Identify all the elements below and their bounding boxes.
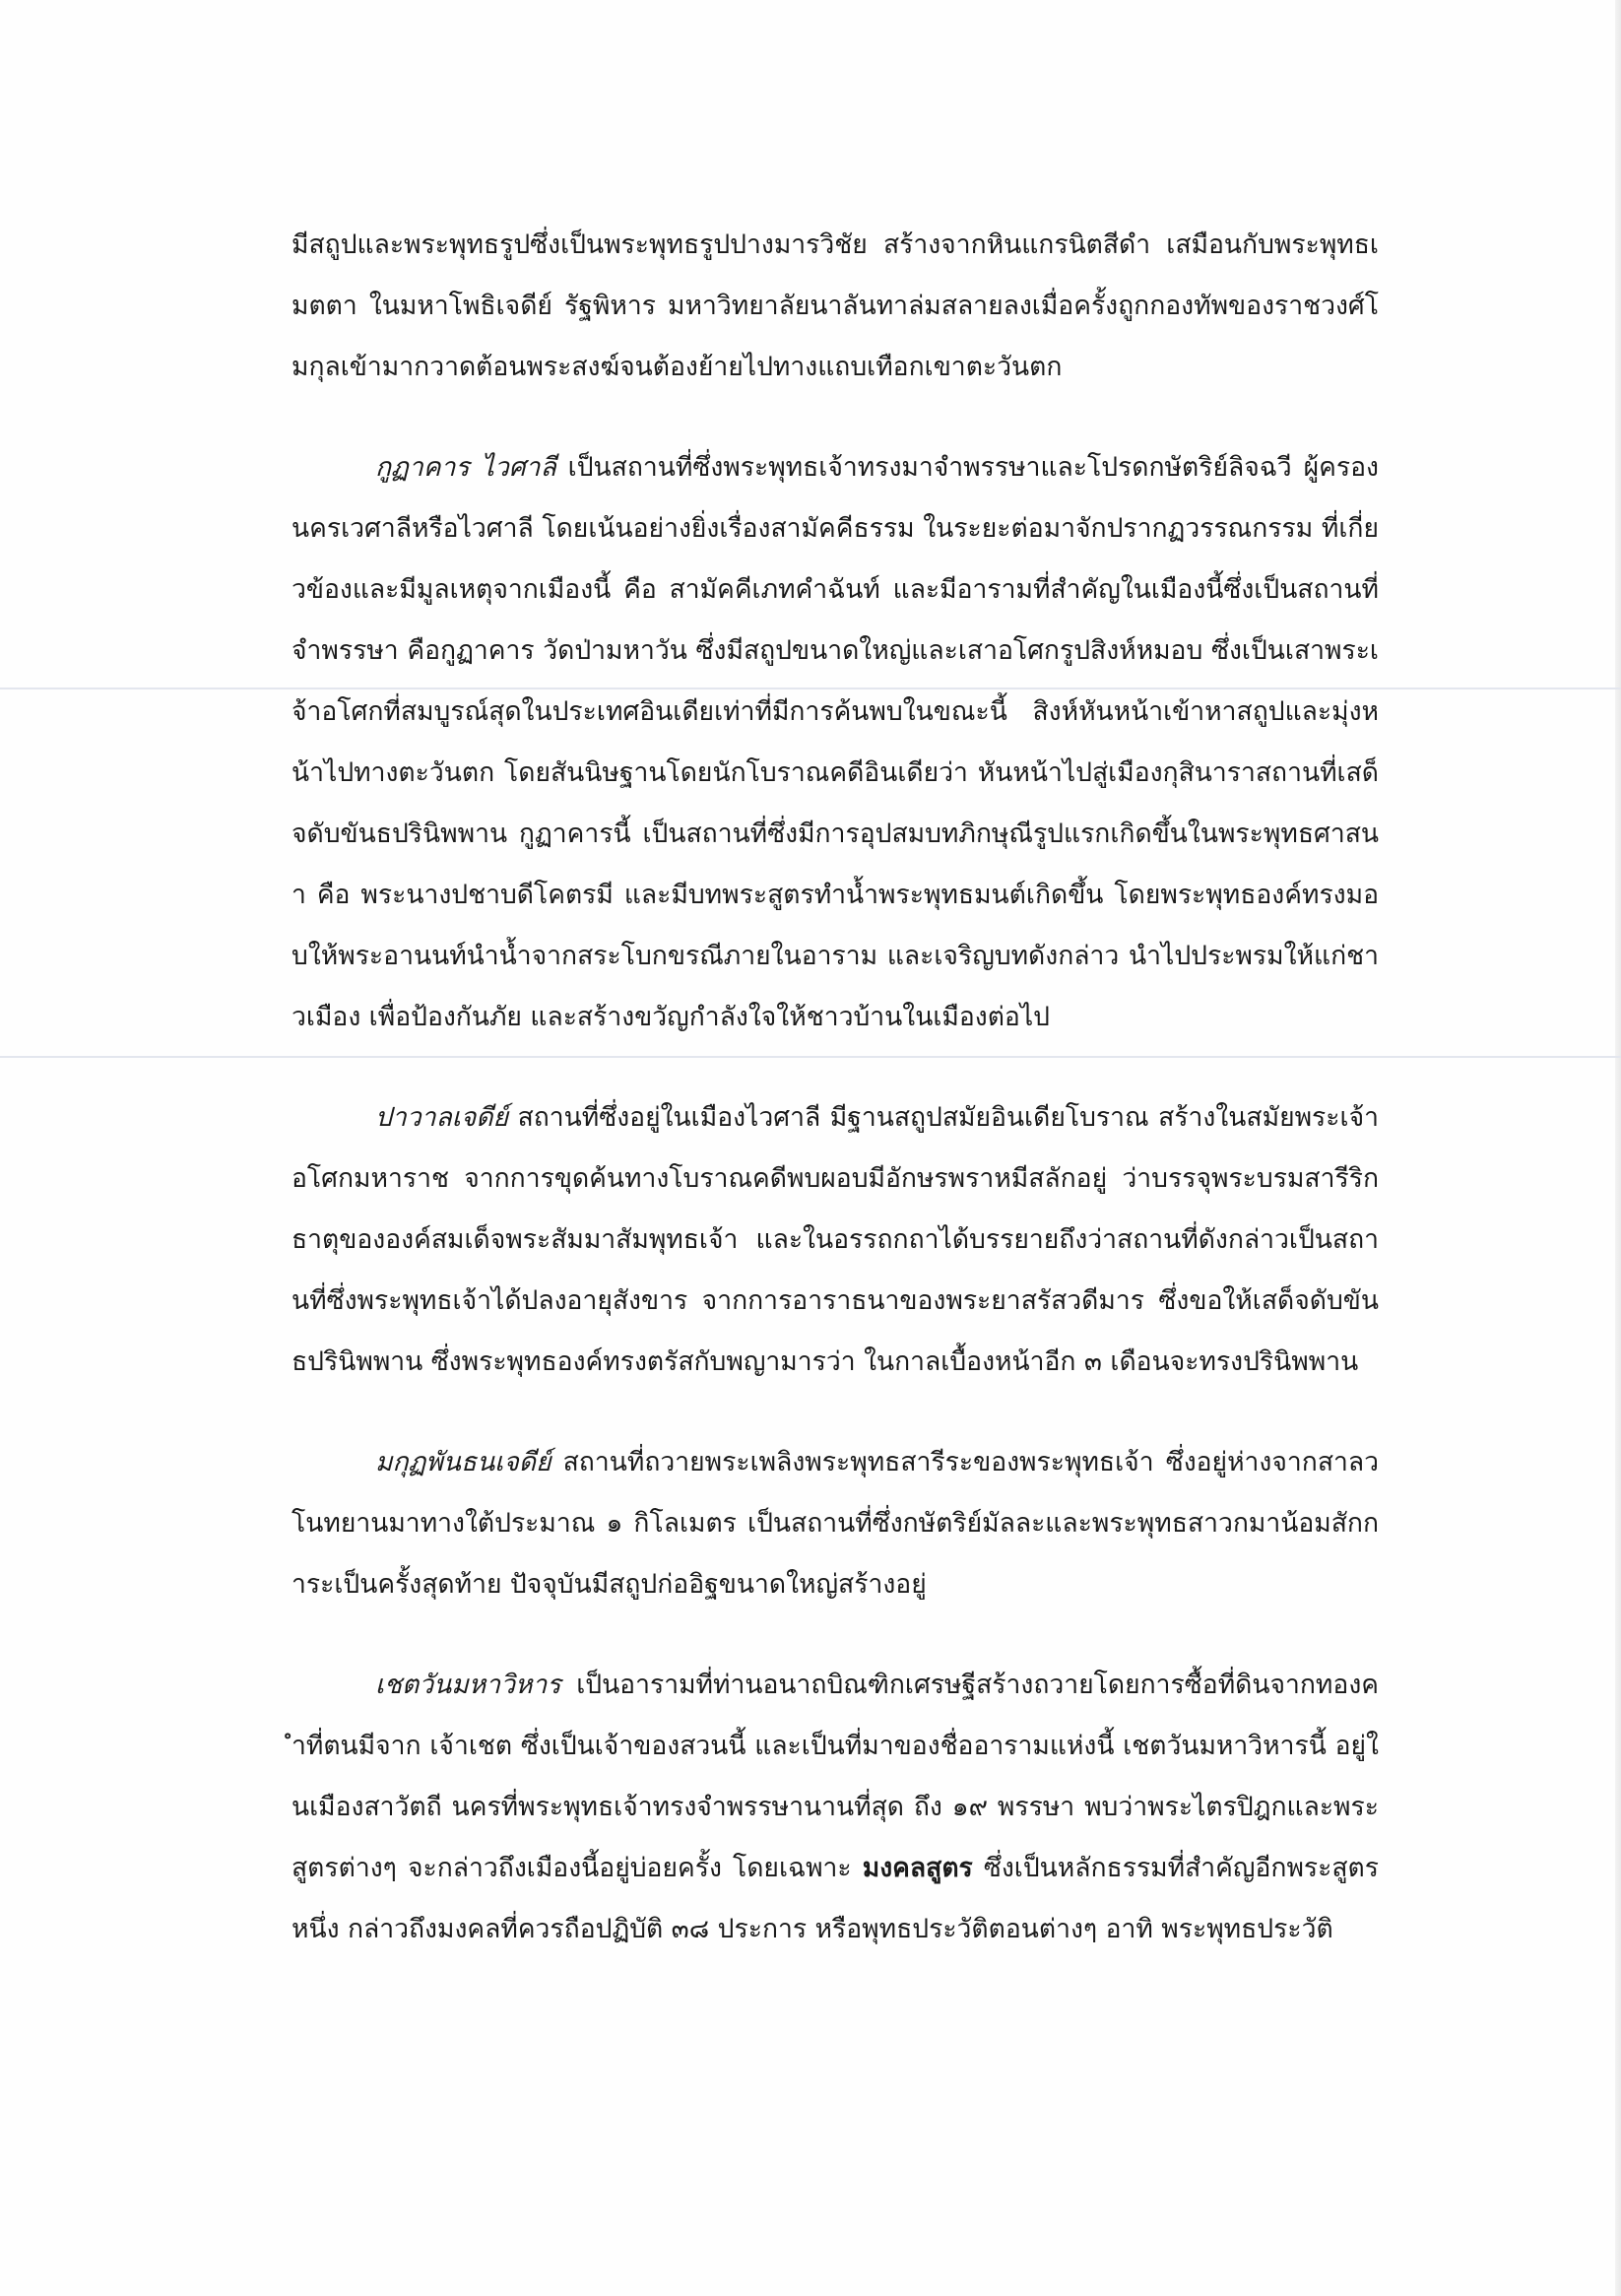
paragraph-makutabandhana-chedi	[292, 1432, 1379, 1615]
place-term: ปาวาลเจดีย์	[375, 1102, 509, 1133]
sutta-name-bold: มงคลสูตร	[862, 1853, 973, 1883]
page-edge-shadow	[1615, 0, 1621, 2296]
paragraph-text: สถานที่ถวายพระเพลิงพระพุทธสารีระของพระพุทธเจ้า ซึ่งอยู่ห่างจากสาลวโนทยานมาทางใต้ประมาณ ๑ กิโลเมตร เป็นสถานที่ซึ่งกษัตริย์มัลละและพระพุทธสาวกมาน้อมสักการะเป็นครั้งสุดท้าย ปัจจุบันมีสถูปก่ออิฐขนาดใหญ่สร้างอยู่	[292, 1447, 1379, 1600]
paragraph-text: เป็นสถานที่ซึ่งพระพุทธเจ้าทรงมาจำพรรษาและโปรดกษัตริย์ลิจฉวี ผู้ครองนครเวศาลีหรือไวศาลี โดยเน้นอย่างยิ่งเรื่องสามัคคีธรรม ในระยะต่อมาจักปรากฏวรรณกรรม ที่เกี่ยวข้องและมีมูลเหตุจากเมืองนี้ คือ สามัคคีเภทคำฉันท์ และมีอารามที่สำคัญในเมืองนี้ซึ่งเป็นสถานที่จำพรรษา คือกูฏาคาร วัดป่ามหาวัน ซึ่งมีสถูปขนาดใหญ่และเสาอโศกรูปสิงห์หมอบ ซึ่งเป็นเสาพระเจ้าอโศกที่สมบูรณ์สุดในประเทศอินเดียเท่าที่มีการค้นพบในขณะนี้ สิงห์หันหน้าเข้าหาสถูปและมุ่งหน้าไปทางตะวันตก โดยสันนิษฐานโดยนักโบราณคดีอินเดียว่า หันหน้าไปสู่เมืองกุสินาราสถานที่เสด็จดับขันธปรินิพพาน กูฏาคารนี้ เป็นสถานที่ซึ่งมีการอุปสมบทภิกษุณีรูปแรกเกิดขึ้นในพระพุทธศาสนา คือ พระนางปชาบดีโคตรมี และมีบทพระสูตรทำน้ำพระพุทธมนต์เกิดขึ้น โดยพระพุทธองค์ทรงมอบให้พระอานนท์นำน้ำจากสระโบกขรณีภายในอาราม และเจริญบทดังกล่าว นำไปประพรมให้แก่ชาวเมือง เพื่อป้องกันภัย และสร้างขวัญกำลังใจให้ชาวบ้านในเมืองต่อไป	[292, 452, 1379, 1032]
place-term: มกุฏพันธนเจดีย์	[375, 1447, 551, 1477]
paragraph-jetavana	[292, 1655, 1379, 1960]
paragraph-kutagara-vaishali	[292, 437, 1379, 1048]
document-body	[292, 215, 1379, 2000]
paragraph-text: สถานที่ซึ่งอยู่ในเมืองไวศาลี มีฐานสถูปสมัยอินเดียโบราณ สร้างในสมัยพระเจ้าอโศกมหาราช จากการขุดค้นทางโบราณคดีพบผอบมีอักษรพราหมีสลักอยู่ ว่าบรรจุพระบรมสารีริกธาตุขององค์สมเด็จพระสัมมาสัมพุทธเจ้า และในอรรถกถาได้บรรยายถึงว่าสถานที่ดังกล่าวเป็นสถานที่ซึ่งพระพุทธเจ้าได้ปลงอายุสังขาร จากการอาราธนาของพระยาสรัสวดีมาร ซึ่งขอให้เสด็จดับขันธปรินิพพาน ซึ่งพระพุทธองค์ทรงตรัสกับพญามารว่า ในกาลเบื้องหน้าอีก ๓ เดือนจะทรงปรินิพพาน	[292, 1102, 1379, 1377]
place-term: กูฏาคาร ไวศาลี	[375, 452, 556, 483]
paragraph-text: เป็นอารามที่ท่านอนาถบิณฑิกเศรษฐีสร้างถวายโดยการซื้อที่ดินจากทองคำที่ตนมีจาก เจ้าเชต ซึ่งเป็นเจ้าของสวนนี้ และเป็นที่มาของชื่ออารามแห่งนี้ เชตวันมหาวิหารนี้ อยู่ในเมืองสาวัตถี นครที่พระพุทธเจ้าทรงจำพรรษานานที่สุด ถึง ๑๙ พรรษา พบว่าพระไตรปิฎกและพระสูตรต่างๆ จะกล่าวถึงเมืองนี้อยู่บ่อยครั้ง โดยเฉพาะ	[292, 1670, 1379, 1883]
paragraph-text: มีสถูปและพระพุทธรูปซึ่งเป็นพระพุทธรูปปางมารวิชัย สร้างจากหินแกรนิตสีดำ เสมือนกับพระพุทธเมตตา ในมหาโพธิเจดีย์ รัฐพิหาร มหาวิทยาลัยนาลันทาล่มสลายลงเมื่อครั้งถูกกองทัพของราชวงศ์โมกุลเข้ามากวาดต้อนพระสงฆ์จนต้องย้ายไปทางแถบเทือกเขาตะวันตก	[292, 230, 1379, 382]
paragraph-text: ซึ่งเป็นหลักธรรมที่สำคัญอีกพระสูตรหนึ่ง กล่าวถึงมงคลที่ควรถือปฏิบัติ ๓๘ ประการ หรือพุทธประวัติตอนต่างๆ อาทิ พระพุทธประวัติ	[292, 1853, 1379, 1944]
place-term: เชตวันมหาวิหาร	[375, 1670, 561, 1700]
paragraph-intro	[292, 215, 1379, 398]
paragraph-pavala-chedi	[292, 1087, 1379, 1393]
